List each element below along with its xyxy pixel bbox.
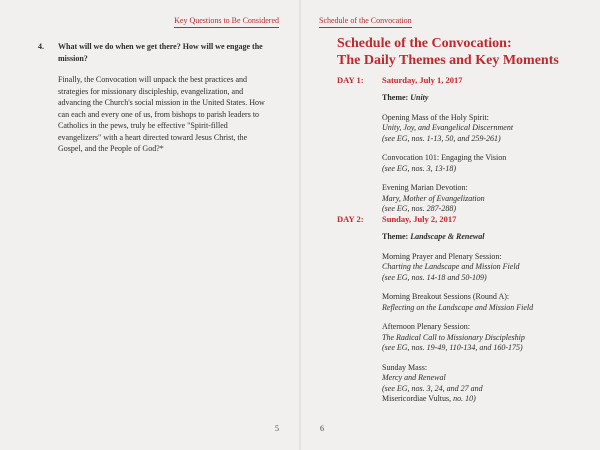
day-1-section [337, 75, 587, 224]
item-reference-cont [382, 394, 587, 405]
ref-italic: no. 10) [453, 394, 476, 403]
item-subtitle: Unity, Joy, and Evangelical Discernment [382, 123, 514, 132]
schedule-item [382, 322, 587, 354]
item-title: Evening Marian Devotion: [382, 183, 468, 192]
theme-label: Theme: [382, 93, 411, 102]
item-reference: (see EG, nos. 3, 13-18) [382, 163, 456, 173]
schedule-item [382, 363, 587, 405]
running-head-right: Schedule of the Convocation [319, 16, 412, 28]
day-heading [337, 214, 587, 226]
item-subtitle: The Radical Call to Missionary Discipleship [382, 332, 525, 342]
item-subtitle: Mercy and Renewal [382, 373, 446, 382]
item-reference: (see EG, nos. 287-288) [382, 204, 456, 213]
theme-name: Landscape & Renewal [410, 232, 485, 241]
page-number-left: 5 [275, 424, 279, 433]
theme-label: Theme: [382, 232, 411, 241]
item-title: Morning Prayer and Plenary Session: [382, 251, 502, 261]
day-heading [337, 75, 587, 87]
schedule-item [382, 153, 587, 174]
item-title: Opening Mass of the Holy Spirit: [382, 112, 489, 122]
question-4 [38, 41, 270, 155]
day-date: Saturday, July 1, 2017 [382, 75, 463, 85]
day-body [382, 93, 587, 215]
schedule-title-line2: The Daily Themes and Key Moments [337, 53, 559, 68]
ref-text: Misericordiae Vultus, [382, 394, 454, 403]
question-number: 4. [38, 42, 44, 51]
schedule-item [382, 113, 587, 145]
schedule-title-line1: Schedule of the Convocation: [337, 36, 512, 51]
schedule-title [337, 35, 587, 69]
item-reference: (see EG, nos. 3, 24, and 27 and [382, 383, 483, 393]
item-subtitle: Reflecting on the Landscape and Mission Field [382, 302, 534, 312]
item-title: Sunday Mass: [382, 362, 428, 372]
item-reference: (see EG, nos. 1-13, 50, and 259-261) [382, 133, 501, 143]
item-reference: (see EG, nos. 14-18 and 50-109) [382, 272, 487, 282]
answer-paragraph: Finally, the Convocation will unpack the best practices and strategies for missionary discipleship, evangelization, and advancing the Church's social mission in the United States. How can each and every one of us, from bishops to parish leaders to Catholics in the pews, truly be effective "Spirit-filled evangelizers" with a heart directed toward Jesus Christ, the Gospel, and the People of God?* [58, 75, 265, 153]
day-label: DAY 1: [337, 75, 364, 85]
left-page [0, 0, 299, 450]
right-page [301, 0, 600, 450]
item-subtitle: Mary, Mother of Evangelization [382, 193, 485, 203]
schedule-item [382, 292, 587, 313]
theme-name: Unity [410, 93, 429, 102]
schedule-item [382, 252, 587, 284]
schedule-item [382, 183, 587, 215]
day-2-section [337, 214, 587, 414]
day-theme [382, 93, 587, 104]
item-reference: (see EG, nos. 19-49, 110-134, and 160-175) [382, 343, 523, 352]
day-theme [382, 232, 587, 243]
item-subtitle: Charting the Landscape and Mission Field [382, 262, 520, 271]
item-title: Convocation 101: Engaging the Vision [382, 153, 507, 162]
day-date: Sunday, July 2, 2017 [382, 214, 457, 224]
running-head-left: Key Questions to Be Considered [174, 16, 279, 28]
day-body [382, 232, 587, 405]
question-text: What will we do when we get there? How will we engage the mission? [58, 42, 263, 63]
item-title: Afternoon Plenary Session: [382, 322, 470, 331]
day-label: DAY 2: [337, 214, 364, 224]
item-title: Morning Breakout Sessions (Round A): [382, 292, 510, 301]
page-number-right: 6 [320, 424, 324, 433]
